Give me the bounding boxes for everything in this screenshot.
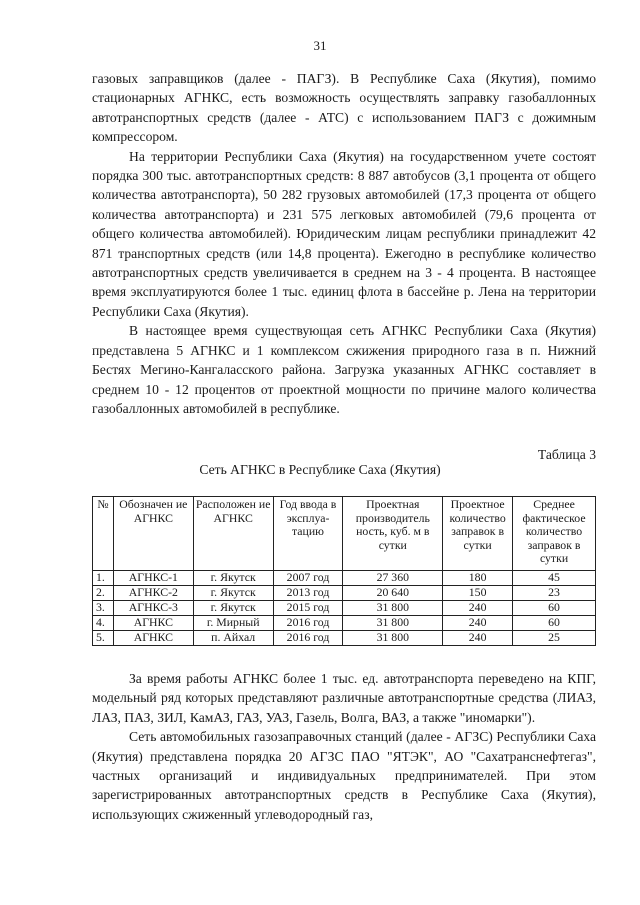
cell-year: 2013 год bbox=[273, 586, 343, 601]
table-header-row bbox=[93, 497, 596, 571]
paragraph-vehicle-stats: На территории Республики Саха (Якутия) на государственном учете состоят порядка 300 тыс. автотранспортных средств: 8 887 автобусов (3,1 процента от общего количества автотранспорта), 50 282 грузовых автомобилей (17,3 процента от общего количества автотранспорта) и 231 575 легковых автомобилей (79,6 процента от общего количества автомобилей). Юридическим лицам республики принадлежит 42 871 транспортных средств (или 14,8 процента). Ежегодно в республике количество автотранспортных средств увеличивается в среднем на 3 - 4 процента. В настоящее время эксплуатируются более 1 тыс. единиц флота в бассейне р. Лена на территории Республики Саха (Якутия). bbox=[92, 148, 596, 319]
cell-design-refuelings: 240 bbox=[443, 631, 513, 646]
table-row bbox=[93, 586, 596, 601]
text-block-after-table bbox=[92, 669, 596, 824]
cell-designation: АГНКС-2 bbox=[113, 586, 193, 601]
paragraph-pagz: газовых заправщиков (далее - ПАГЗ). В Республике Саха (Якутия), помимо стационарных АГНКС, есть возможность осуществлять заправку газобаллонных автотранспортных средств (далее - АТС) с использованием ПАГЗ с дожимным компрессором. bbox=[92, 71, 596, 145]
text-block-before-table bbox=[92, 69, 596, 418]
agnks-table bbox=[92, 496, 596, 646]
cell-location: п. Айхал bbox=[193, 631, 273, 646]
header-design-capacity: Проектная производитель ность, куб. м в сутки bbox=[343, 497, 443, 571]
cell-number: 4. bbox=[93, 616, 114, 631]
page-number: 31 bbox=[313, 38, 327, 53]
cell-number: 1. bbox=[93, 571, 114, 586]
cell-design-refuelings: 240 bbox=[443, 601, 513, 616]
header-actual-refuelings: Среднее фактическое количество заправок в сутки bbox=[513, 497, 596, 571]
header-design-refuelings: Проектное количество заправок в сутки bbox=[443, 497, 513, 571]
table-row bbox=[93, 601, 596, 616]
cell-designation: АГНКС-3 bbox=[113, 601, 193, 616]
header-location: Расположен ие АГНКС bbox=[193, 497, 273, 571]
cell-actual-refuelings: 23 bbox=[513, 586, 596, 601]
cell-design-refuelings: 240 bbox=[443, 616, 513, 631]
cell-designation: АГНКС bbox=[113, 631, 193, 646]
cell-actual-refuelings: 60 bbox=[513, 601, 596, 616]
cell-number: 3. bbox=[93, 601, 114, 616]
header-commission-year: Год ввода в эксплуа-тацию bbox=[273, 497, 343, 571]
cell-design-refuelings: 150 bbox=[443, 586, 513, 601]
header-number: № bbox=[93, 497, 114, 571]
cell-location: г. Якутск bbox=[193, 601, 273, 616]
cell-capacity: 31 800 bbox=[343, 631, 443, 646]
cell-capacity: 20 640 bbox=[343, 586, 443, 601]
cell-year: 2007 год bbox=[273, 571, 343, 586]
cell-capacity: 27 360 bbox=[343, 571, 443, 586]
paragraph-kpg-conversion: За время работы АГНКС более 1 тыс. ед. автотранспорта переведено на КПГ, модельный ряд которых представляют различные автотранспортные средства (ЛИАЗ, ЛАЗ, ПАЗ, ЗИЛ, КамАЗ, ГАЗ, УАЗ, Газель, Волга, ВАЗ, а также "иномарки"). bbox=[92, 671, 596, 725]
cell-year: 2015 год bbox=[273, 601, 343, 616]
cell-designation: АГНКС bbox=[113, 616, 193, 631]
cell-actual-refuelings: 45 bbox=[513, 571, 596, 586]
paragraph-agnks-network: В настоящее время существующая сеть АГНКС Республики Саха (Якутия) представлена 5 АГНКС и 1 комплексом сжижения природного газа в п. Нижний Бестях Мегино-Кангаласского района. Загрузка указанных АГНКС составляет в среднем 10 - 12 процентов от проектной мощности по причине малого количества газобаллонных автомобилей в республике. bbox=[92, 323, 596, 416]
table-label: Таблица 3 bbox=[537, 447, 596, 462]
cell-number: 2. bbox=[93, 586, 114, 601]
table-title: Сеть АГНКС в Республике Саха (Якутия) bbox=[199, 462, 441, 477]
cell-designation: АГНКС-1 bbox=[113, 571, 193, 586]
cell-actual-refuelings: 25 bbox=[513, 631, 596, 646]
cell-capacity: 31 800 bbox=[343, 616, 443, 631]
table-row bbox=[93, 571, 596, 586]
cell-location: г. Якутск bbox=[193, 586, 273, 601]
cell-capacity: 31 800 bbox=[343, 601, 443, 616]
table-row bbox=[93, 631, 596, 646]
cell-location: г. Якутск bbox=[193, 571, 273, 586]
table-row bbox=[93, 616, 596, 631]
cell-year: 2016 год bbox=[273, 616, 343, 631]
cell-year: 2016 год bbox=[273, 631, 343, 646]
cell-actual-refuelings: 60 bbox=[513, 616, 596, 631]
cell-location: г. Мирный bbox=[193, 616, 273, 631]
cell-number: 5. bbox=[93, 631, 114, 646]
paragraph-agzs-network: Сеть автомобильных газозаправочных станций (далее - АГЗС) Республики Саха (Якутия) представлена порядка 20 АГЗС ПАО "ЯТЭК", АО "Сахатранснефтегаз", частных организаций и индивидуальных предпринимателей. При этом зарегистрированных автотранспортных средств в Республике Саха (Якутия), использующих сжиженный углеводородный газ, bbox=[92, 729, 596, 822]
cell-design-refuelings: 180 bbox=[443, 571, 513, 586]
header-designation: Обозначен ие АГНКС bbox=[113, 497, 193, 571]
